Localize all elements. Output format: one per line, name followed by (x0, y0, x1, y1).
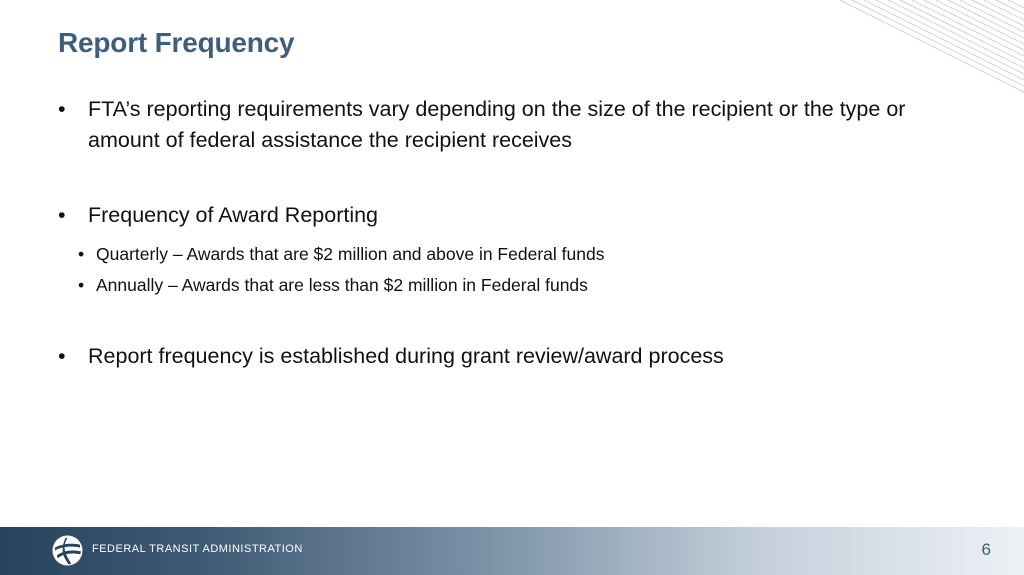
slide-content (58, 94, 968, 372)
bullet-reporting-requirements: • FTA’s reporting requirements vary depending on the size of the recipient or the type or amount of federal assistance the recipient receives (58, 94, 968, 156)
footer-bar (0, 527, 1024, 575)
page-number: 6 (981, 540, 991, 559)
dot-logo-icon (52, 535, 83, 566)
bullet-award-frequency: • Frequency of Award Reporting (58, 200, 968, 231)
agency-name: FEDERAL TRANSIT ADMINISTRATION (92, 543, 303, 555)
sub-bullet-quarterly: • Quarterly – Awards that are $2 million and above in Federal funds (78, 242, 968, 266)
slide-title: Report Frequency (58, 27, 295, 58)
sub-bullet-annually: • Annually – Awards that are less than $2 million in Federal funds (78, 273, 968, 297)
bullet-report-frequency: • Report frequency is established during grant review/award process (58, 341, 968, 372)
